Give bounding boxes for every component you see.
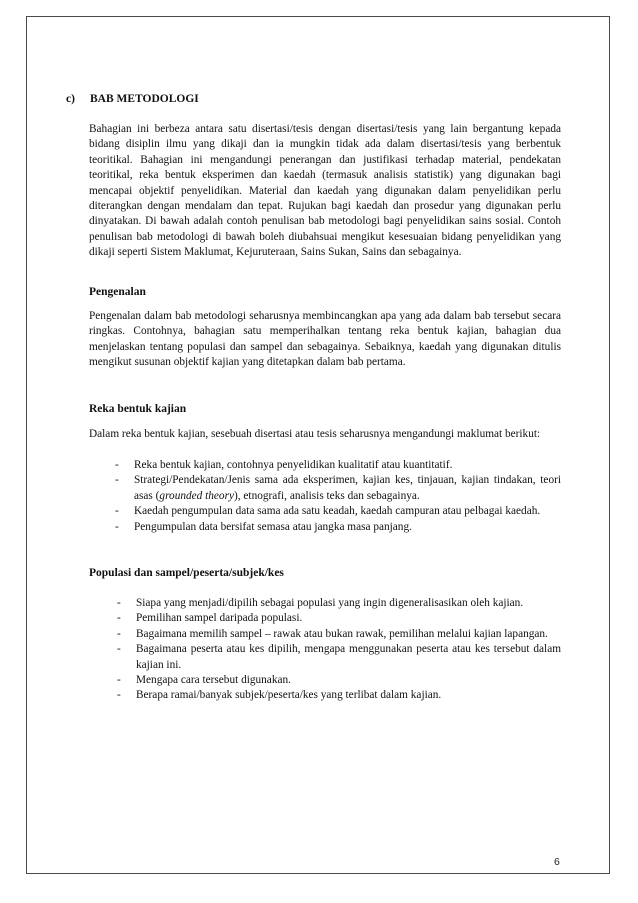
bullet-dash: -: [115, 505, 119, 518]
list-item: - Strategi/Pendekatan/Jenis sama ada eksperimen, kajian kes, tinjauan, kajian tindakan, teori asas (grounded theory), etnografi, analisis teks dan sebagainya.: [115, 474, 561, 502]
list-item: - Siapa yang menjadi/dipilih sebagai populasi yang ingin digeneralisasikan oleh kajian.: [136, 596, 561, 611]
page-number: 6: [554, 856, 560, 868]
bullet-dash: -: [115, 474, 119, 487]
pengenalan-paragraph: Pengenalan dalam bab metodologi seharusnya membincangkan apa yang ada dalam bab tersebut secara ringkas. Contohnya, bahagian satu memperihalkan tentang reka bentuk kajian, bahagian dua menjelaskan tentang populasi dan sampel dan sebagainya. Sebaiknya, kaedah yang digunakan ditulis mengikut susunan objektif kajian yang ditetapkan dalam bab pertama.: [89, 310, 561, 369]
bullet-dash: -: [117, 627, 121, 640]
list-item: - Berapa ramai/banyak subjek/peserta/kes yang terlibat dalam kajian.: [136, 688, 561, 703]
list-item: - Bagaimana peserta atau kes dipilih, mengapa menggunakan peserta atau kes tersebut dalam kajian ini.: [117, 643, 561, 671]
bullet-dash: -: [117, 597, 121, 609]
reka-bentuk-list: [115, 458, 561, 535]
list-item: - Kaedah pengumpulan data sama ada satu keadah, kaedah campuran atau pelbagai kaedah.: [134, 504, 561, 519]
list-item: - Reka bentuk kajian, contohnya penyelidikan kualitatif atau kuantitatif.: [134, 458, 561, 473]
populasi-heading: Populasi dan sampel/peserta/subjek/kes: [89, 567, 284, 579]
italic-term: grounded theory: [159, 489, 234, 502]
bullet-dash: -: [117, 689, 121, 702]
populasi-list: [117, 596, 561, 704]
list-item: - Mengapa cara tersebut digunakan.: [136, 673, 561, 688]
list-item: - Pengumpulan data bersifat semasa atau jangka masa panjang.: [134, 520, 561, 535]
reka-bentuk-heading: Reka bentuk kajian: [89, 403, 187, 415]
reka-bentuk-intro: Dalam reka bentuk kajian, sesebuah disertasi atau tesis seharusnya mengandungi maklumat berikut:: [89, 428, 541, 440]
bullet-dash: -: [115, 459, 119, 471]
list-item: - Pemilihan sampel daripada populasi.: [136, 611, 561, 626]
bullet-dash: -: [117, 643, 121, 656]
section-title: BAB METODOLOGI: [90, 93, 199, 105]
section-marker: c): [66, 93, 75, 105]
bullet-dash: -: [115, 520, 119, 533]
bullet-dash: -: [117, 612, 121, 625]
section-heading: [66, 92, 199, 107]
list-item: - Bagaimana memilih sampel – rawak atau bukan rawak, pemilihan melalui kajian lapangan.: [136, 627, 561, 642]
section-intro-paragraph: Bahagian ini berbeza antara satu disertasi/tesis dengan disertasi/tesis yang lain bergantung kepada bidang disiplin ilmu yang dikaji dan ia mungkin tidak ada dalam disertasi/tesis yang berbentuk teoritikal. Bahagian ini mengandungi penerangan dan justifikasi terhadap material, pendekatan teoritikal, reka bentuk eksperimen dan kaedah (termasuk analisis statistik) yang digunakan bagi mencapai objektif penyelidikan. Material dan kaedah yang digunakan dalam penyelidikan perlu diterangkan dengan mendalam dan tepat. Rujukan bagi kaedah dan prosedur yang digunakan perlu dinyatakan. Di bawah adalah contoh penulisan bab metodologi bagi penyelidikan sains sosial. Contoh penulisan bab metodologi di bawah boleh diubahsuai mengikut kesesuaian bidang penyelidikan yang dikaji seperti Sistem Maklumat, Kejuruteraan, Sains Sukan, Sains dan sebagainya.: [89, 123, 561, 259]
bullet-dash: -: [117, 674, 121, 687]
pengenalan-heading: Pengenalan: [89, 286, 146, 298]
